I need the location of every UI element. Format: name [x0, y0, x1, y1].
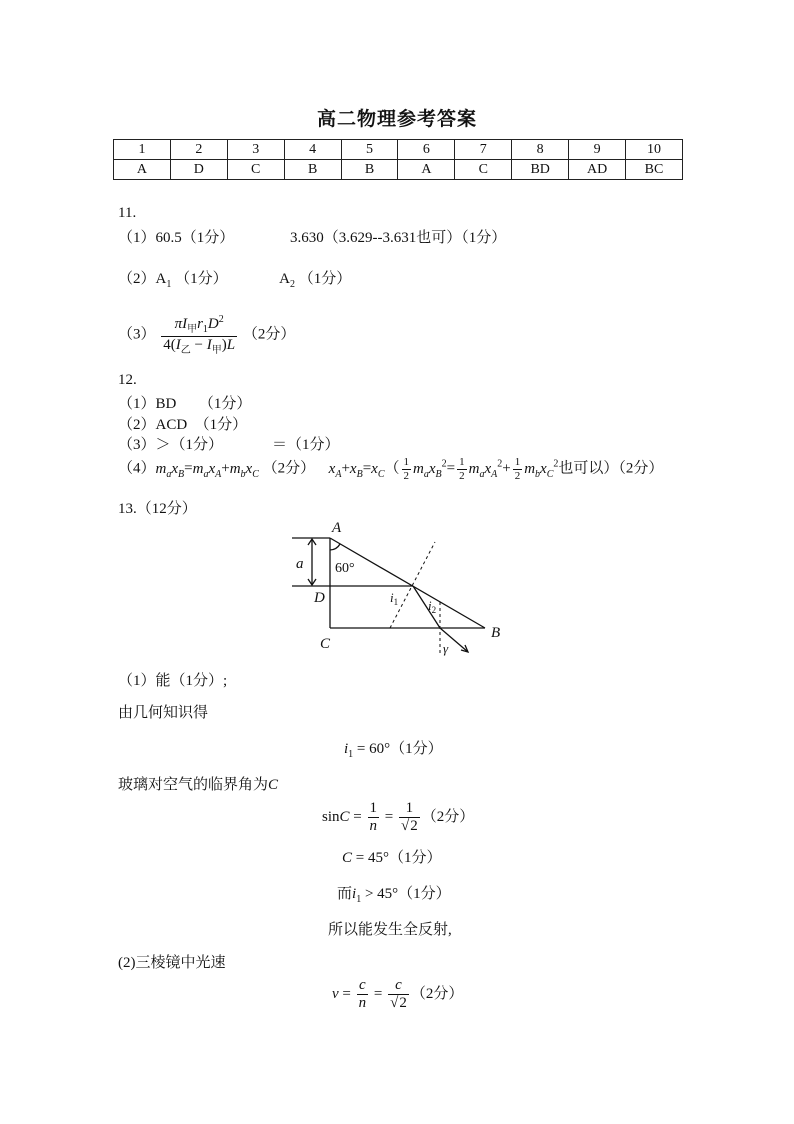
q12-part3-a: （3）＞（1分） — [118, 437, 224, 453]
q11-part2-a-score: （1分） — [175, 271, 228, 287]
angle-arc — [330, 544, 340, 550]
q13-eq-i1: $i_1 = 60^\circ(1$分） — [344, 741, 443, 760]
q11-part1-a: （1）60.5（1分） — [118, 230, 235, 246]
answer-table-number-cell: 4 — [284, 140, 341, 160]
label-a-vertex: A — [332, 520, 342, 536]
label-angle-60: 60° — [335, 561, 355, 576]
q13-eq-compare: 而$i_1 > 45^\circ(1$分） — [337, 886, 451, 905]
answer-table-answer-cell: A — [114, 160, 171, 180]
answer-table-number-cell: 10 — [626, 140, 683, 160]
answer-table-answer-cell: B — [341, 160, 398, 180]
q12-part2: （2）ACD （1分） — [118, 417, 248, 433]
answer-table-number-cell: 2 — [170, 140, 227, 160]
answer-table-number-cell: 3 — [227, 140, 284, 160]
answer-table-number-cell: 6 — [398, 140, 455, 160]
q12-part1: （1）BD （1分） — [118, 396, 252, 412]
q11-part2-prefix: （2） — [118, 271, 156, 287]
label-i2: $i_2$ — [428, 598, 437, 615]
q13-part1: （1）能（1分）; — [118, 673, 228, 689]
label-gamma: γ — [443, 641, 449, 656]
answer-table-answer-cell: D — [170, 160, 227, 180]
q12-part3-b: ＝（1分） — [272, 437, 340, 453]
prism-diagram — [280, 510, 510, 660]
answer-table-number-cell: 8 — [512, 140, 569, 160]
q12-part4-score-1: （2分） — [262, 460, 316, 477]
q13-eq-C: C = 45°（1分） — [342, 850, 442, 866]
answer-table-answer-cell: C — [227, 160, 284, 180]
answer-table-number-cell: 9 — [569, 140, 626, 160]
answer-table-answer-cell: B — [284, 160, 341, 180]
q11-part2-b-score: （1分） — [298, 271, 352, 287]
page-title: 高二物理参考答案 — [316, 109, 477, 130]
answer-table-answer-cell: BD — [512, 160, 569, 180]
label-b-vertex: B — [491, 625, 501, 641]
prism-edge-ab — [330, 538, 485, 628]
label-height-a: a — [296, 556, 304, 572]
q11-part2-a: A — [155, 271, 167, 287]
q11-part2-b: A — [279, 271, 290, 287]
q12-part4: $(4)m_ax_B=m_ax_A+m_bx_C$ （2分） $x_A+x_B=x_C$（ $\frac{1}{2}$ $m_ax_B^2=$ $\frac{1}{2}$ $m_ax_A^2+$ $\frac{1}{2}$ $m_bx_C^2$也可以）（2分） — [118, 456, 664, 482]
label-d-point: D — [314, 590, 325, 606]
answer-table-answer-row — [114, 160, 683, 180]
q13-label: 13.（12分） — [118, 501, 197, 517]
q13-geometry-text: 由几何知识得 — [118, 705, 209, 721]
answer-table-number-row — [114, 140, 683, 160]
answer-table-answer-cell: AD — [569, 160, 626, 180]
normal-line-1 — [390, 542, 435, 628]
q12-part4-formula-2: $x_A+x_B=x_C$ — [328, 460, 385, 480]
answer-table-number-cell: 1 — [114, 140, 171, 160]
q11-part1-b: 3.630（3.629--3.631也可）（1分） — [290, 230, 507, 246]
q11-part2-b-sub: 2 — [289, 279, 295, 290]
q11-part2-a-sub: 1 — [166, 279, 172, 290]
q13-part2: (2)三棱镜中光速 — [118, 955, 226, 971]
q13-eq-v: v = $\frac{c}{n}$ = $\frac{c}{√2}$ （2分） — [332, 977, 464, 1012]
q12-part4-prefix: （4） — [118, 460, 156, 477]
q11-part2 — [118, 267, 351, 290]
q11-part3-score: （2分） — [242, 326, 296, 343]
q12-part4-alt-tail: 也可以）（2分） — [558, 460, 664, 477]
q11-part3-formula: $\frac{\pi I_甲r_1D^2}{4(I_乙 - I_甲)L}$ — [163, 314, 236, 356]
answer-table-number-cell: 5 — [341, 140, 398, 160]
q12-label: 12. — [118, 372, 137, 388]
answer-table-answer-cell: C — [455, 160, 512, 180]
q11-part3-prefix: （3） — [118, 326, 156, 343]
answer-table-number-cell: 7 — [455, 140, 512, 160]
label-i1: $i_1$ — [390, 590, 399, 607]
q13-critical-angle-text: 玻璃对空气的临界角为C — [118, 777, 279, 793]
answer-table-answer-cell: BC — [626, 160, 683, 180]
q13-eq-sinC: sinC = $\frac{1}{n}$ = $\frac{1}{√2}$ （2分） — [322, 800, 475, 835]
q12-part4-formula: $m_ax_B=m_ax_A+m_bx_C$ — [155, 460, 259, 480]
answer-table-answer-cell: A — [398, 160, 455, 180]
q12-part4-alt-frac3: $\frac{1}{2}$ — [514, 456, 521, 482]
q12-part4-alt-frac2: $\frac{1}{2}$ — [459, 456, 465, 482]
q13-conclusion: 所以能发生全反射, — [328, 922, 452, 938]
q11-part3 — [118, 314, 295, 356]
q12-part4-alt-frac1: $\frac{1}{2}$ — [403, 456, 410, 482]
label-c-vertex: C — [320, 636, 331, 652]
answer-table — [113, 139, 683, 180]
q11-label: 11. — [118, 205, 137, 221]
